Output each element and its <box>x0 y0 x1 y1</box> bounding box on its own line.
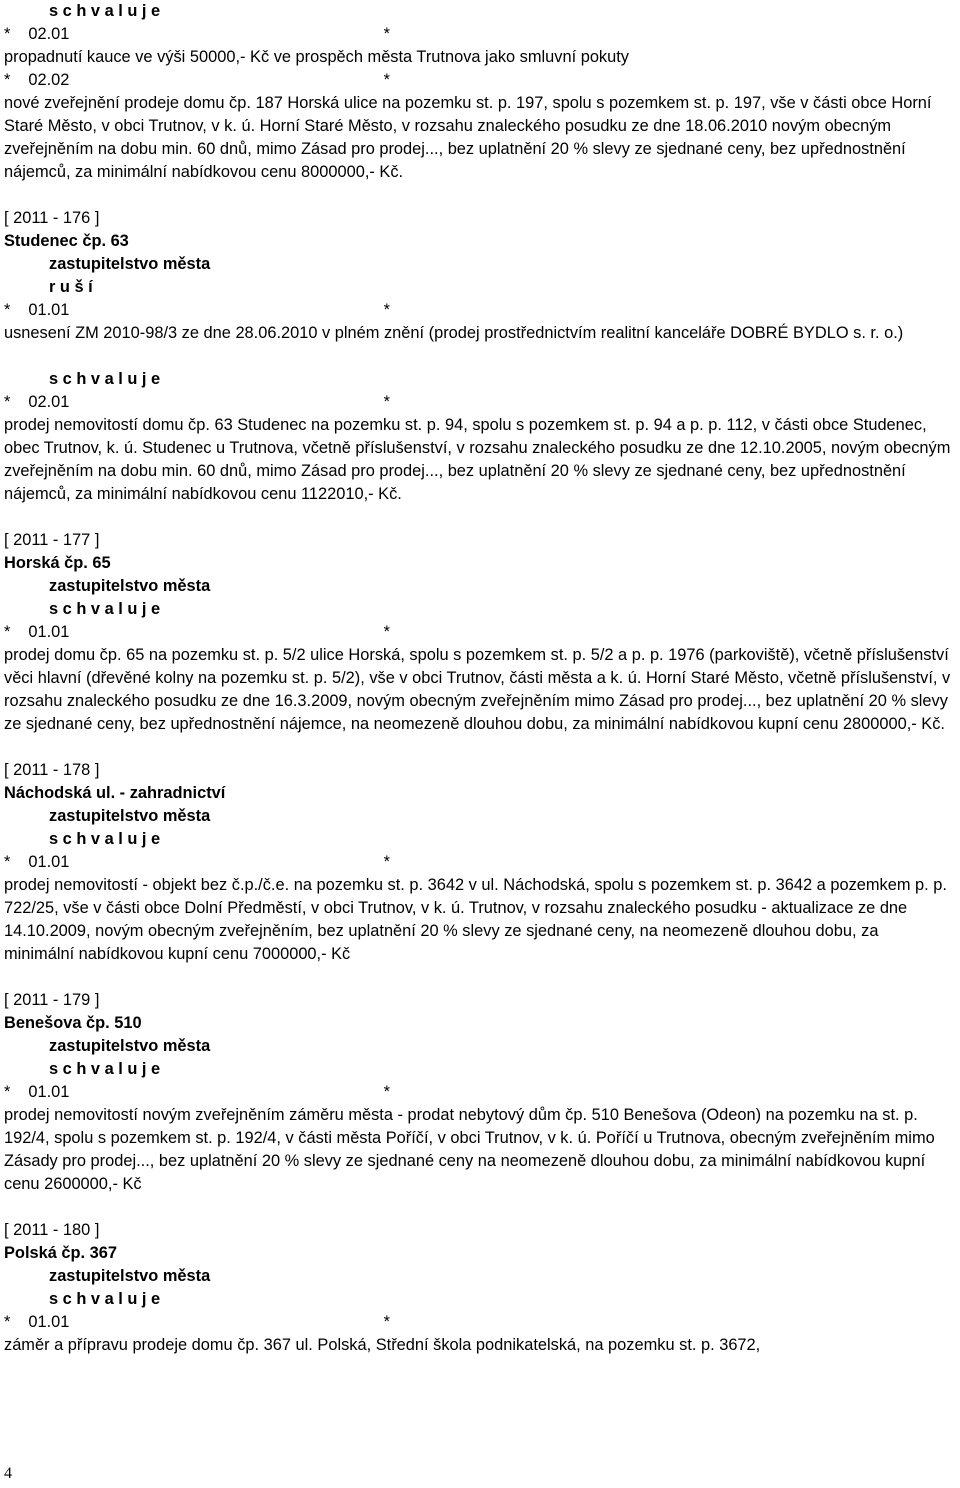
item-code: 01.01 <box>28 1313 70 1331</box>
item-text: nové zveřejnění prodeje domu čp. 187 Horská ulice na pozemku st. p. 197, spolu s pozemkem st. p. 197, vše v části obce Horní Staré Město, v obci Trutnov, v k. ú. Horní Staré Město, v rozsahu znaleckého posudku ze dne 18.06.2010 novým obecným zveřejněním na dobu min. 60 dnů, mimo Zásad pro prodej..., bez uplatnění 20 % slevy ze sjednané ceny, bez upřednostnění nájemců, za minimální nabídkovou cenu 8000000,- Kč. <box>4 94 932 181</box>
resolution-body: zastupitelstvo města <box>49 255 211 273</box>
item-code-line <box>4 299 390 322</box>
resolution-body: zastupitelstvo města <box>49 807 211 825</box>
item-text: prodej domu čp. 65 na pozemku st. p. 5/2 ulice Horská, spolu s pozemkem st. p. 5/2 a p. p. 1976 (parkoviště), včetně příslušenství věci hlavní (dřevěné kolny na pozemku st. p. 5/2), vše v obci Trutnov, části města a k. ú. Horní Staré Město, včetně příslušenství, v rozsahu znaleckého posudku ze dne 16.3.2009, novým obecným zveřejněním mimo Zásad pro prodej..., bez uplatnění 20 % slevy ze sjednané ceny, bez upřednostnění nájemce, na neomezeně dlouhou dobu, za minimální nabídkovou kupní cenu 2800000,- Kč. <box>4 646 951 733</box>
item-text: prodej nemovitostí - objekt bez č.p./č.e. na pozemku st. p. 3642 v ul. Náchodská, spolu s pozemkem st. p. 3642 a pozemkem p. p. 722/25, vše v části obce Dolní Předměstí, v obci Trutnov, v k. ú. Trutnov, v rozsahu znaleckého posudku - aktualizace ze dne 14.10.2009, novým obecným zveřejněním, bez uplatnění 20 % slevy ze sjednané ceny, na neomezeně dlouhou dobu, za minimální nabídkovou kupní cenu 7000000,- Kč <box>4 876 947 963</box>
resolution-number: [ 2011 - 179 ] <box>4 991 100 1009</box>
item-code-line <box>4 1081 390 1104</box>
star-mark: * <box>4 623 11 641</box>
resolution-body: zastupitelstvo města <box>49 577 211 595</box>
item-code-line <box>4 1311 390 1334</box>
resolution-verb-approves: s c h v a l u j e <box>49 370 161 388</box>
resolution-verb-approves: s c h v a l u j e <box>49 600 161 618</box>
item-code-line <box>4 391 390 414</box>
resolution-body: zastupitelstvo města <box>49 1037 211 1055</box>
resolution-verb-approves: s c h v a l u j e <box>49 1060 161 1078</box>
star-mark: * <box>383 1083 390 1101</box>
resolution-verb-approves: s c h v a l u j e <box>49 830 161 848</box>
item-text: usnesení ZM 2010-98/3 ze dne 28.06.2010 v plném znění (prodej prostřednictvím realitní kanceláře DOBRÉ BYDLO s. r. o.) <box>4 324 904 342</box>
item-code: 01.01 <box>28 301 70 319</box>
resolution-verb-approves: s c h v a l u j e <box>49 1290 161 1308</box>
item-text: prodej nemovitostí domu čp. 63 Studenec na pozemku st. p. 94, spolu s pozemkem st. p. 94 a p. p. 112, v části obce Studenec, obec Trutnov, k. ú. Studenec u Trutnova, včetně příslušenství, v rozsahu znaleckého posudku ze dne 12.10.2005, novým obecným zveřejněním na dobu min. 60 dnů, mimo Zásad pro prodej..., bez uplatnění 20 % slevy ze sjednané ceny, bez upřednostnění nájemců, za minimální nabídkovou cenu 1122010,- Kč. <box>4 416 951 503</box>
item-code: 02.01 <box>28 25 70 43</box>
star-mark: * <box>383 393 390 411</box>
resolution-title: Studenec čp. 63 <box>4 232 129 250</box>
resolution-number: [ 2011 - 180 ] <box>4 1221 100 1239</box>
star-mark: * <box>4 1083 11 1101</box>
star-mark: * <box>4 71 11 89</box>
star-mark: * <box>383 1313 390 1331</box>
item-code: 01.01 <box>28 623 70 641</box>
star-mark: * <box>4 393 11 411</box>
item-code-line <box>4 851 390 874</box>
item-code: 02.02 <box>28 71 70 89</box>
page-number: 4 <box>4 1465 12 1482</box>
item-code-line <box>4 23 390 46</box>
star-mark: * <box>4 301 11 319</box>
star-mark: * <box>4 853 11 871</box>
star-mark: * <box>383 623 390 641</box>
resolution-number: [ 2011 - 176 ] <box>4 209 100 227</box>
resolution-verb-cancels: r u š í <box>49 278 93 296</box>
star-mark: * <box>4 25 11 43</box>
star-mark: * <box>383 25 390 43</box>
star-mark: * <box>383 71 390 89</box>
item-code: 02.01 <box>28 393 70 411</box>
resolution-title: Polská čp. 367 <box>4 1244 117 1262</box>
resolution-title: Náchodská ul. - zahradnictví <box>4 784 226 802</box>
star-mark: * <box>4 1313 11 1331</box>
resolution-body: zastupitelstvo města <box>49 1267 211 1285</box>
item-code: 01.01 <box>28 853 70 871</box>
resolution-verb-approves: s c h v a l u j e <box>49 2 161 20</box>
resolution-title: Horská čp. 65 <box>4 554 111 572</box>
item-text: propadnutí kauce ve výši 50000,- Kč ve prospěch města Trutnova jako smluvní pokuty <box>4 48 629 66</box>
resolution-title: Benešova čp. 510 <box>4 1014 142 1032</box>
star-mark: * <box>383 301 390 319</box>
item-text: záměr a přípravu prodeje domu čp. 367 ul. Polská, Střední škola podnikatelská, na pozemku st. p. 3672, <box>4 1336 761 1354</box>
star-mark: * <box>383 853 390 871</box>
item-text: prodej nemovitostí novým zveřejněním záměru města - prodat nebytový dům čp. 510 Benešova (Odeon) na pozemku na st. p. 192/4, spolu s pozemkem st. p. 192/4, v části města Poříčí, v obci Trutnov, v k. ú. Poříčí u Trutnova, obecným zveřejněním mimo Zásady pro prodej..., bez uplatnění 20 % slevy ze sjednané ceny na neomezeně dlouhou dobu, za minimální nabídkovou kupní cenu 2600000,- Kč <box>4 1106 935 1193</box>
item-code: 01.01 <box>28 1083 70 1101</box>
resolution-number: [ 2011 - 177 ] <box>4 531 100 549</box>
item-code-line <box>4 69 390 92</box>
resolution-number: [ 2011 - 178 ] <box>4 761 100 779</box>
item-code-line <box>4 621 390 644</box>
